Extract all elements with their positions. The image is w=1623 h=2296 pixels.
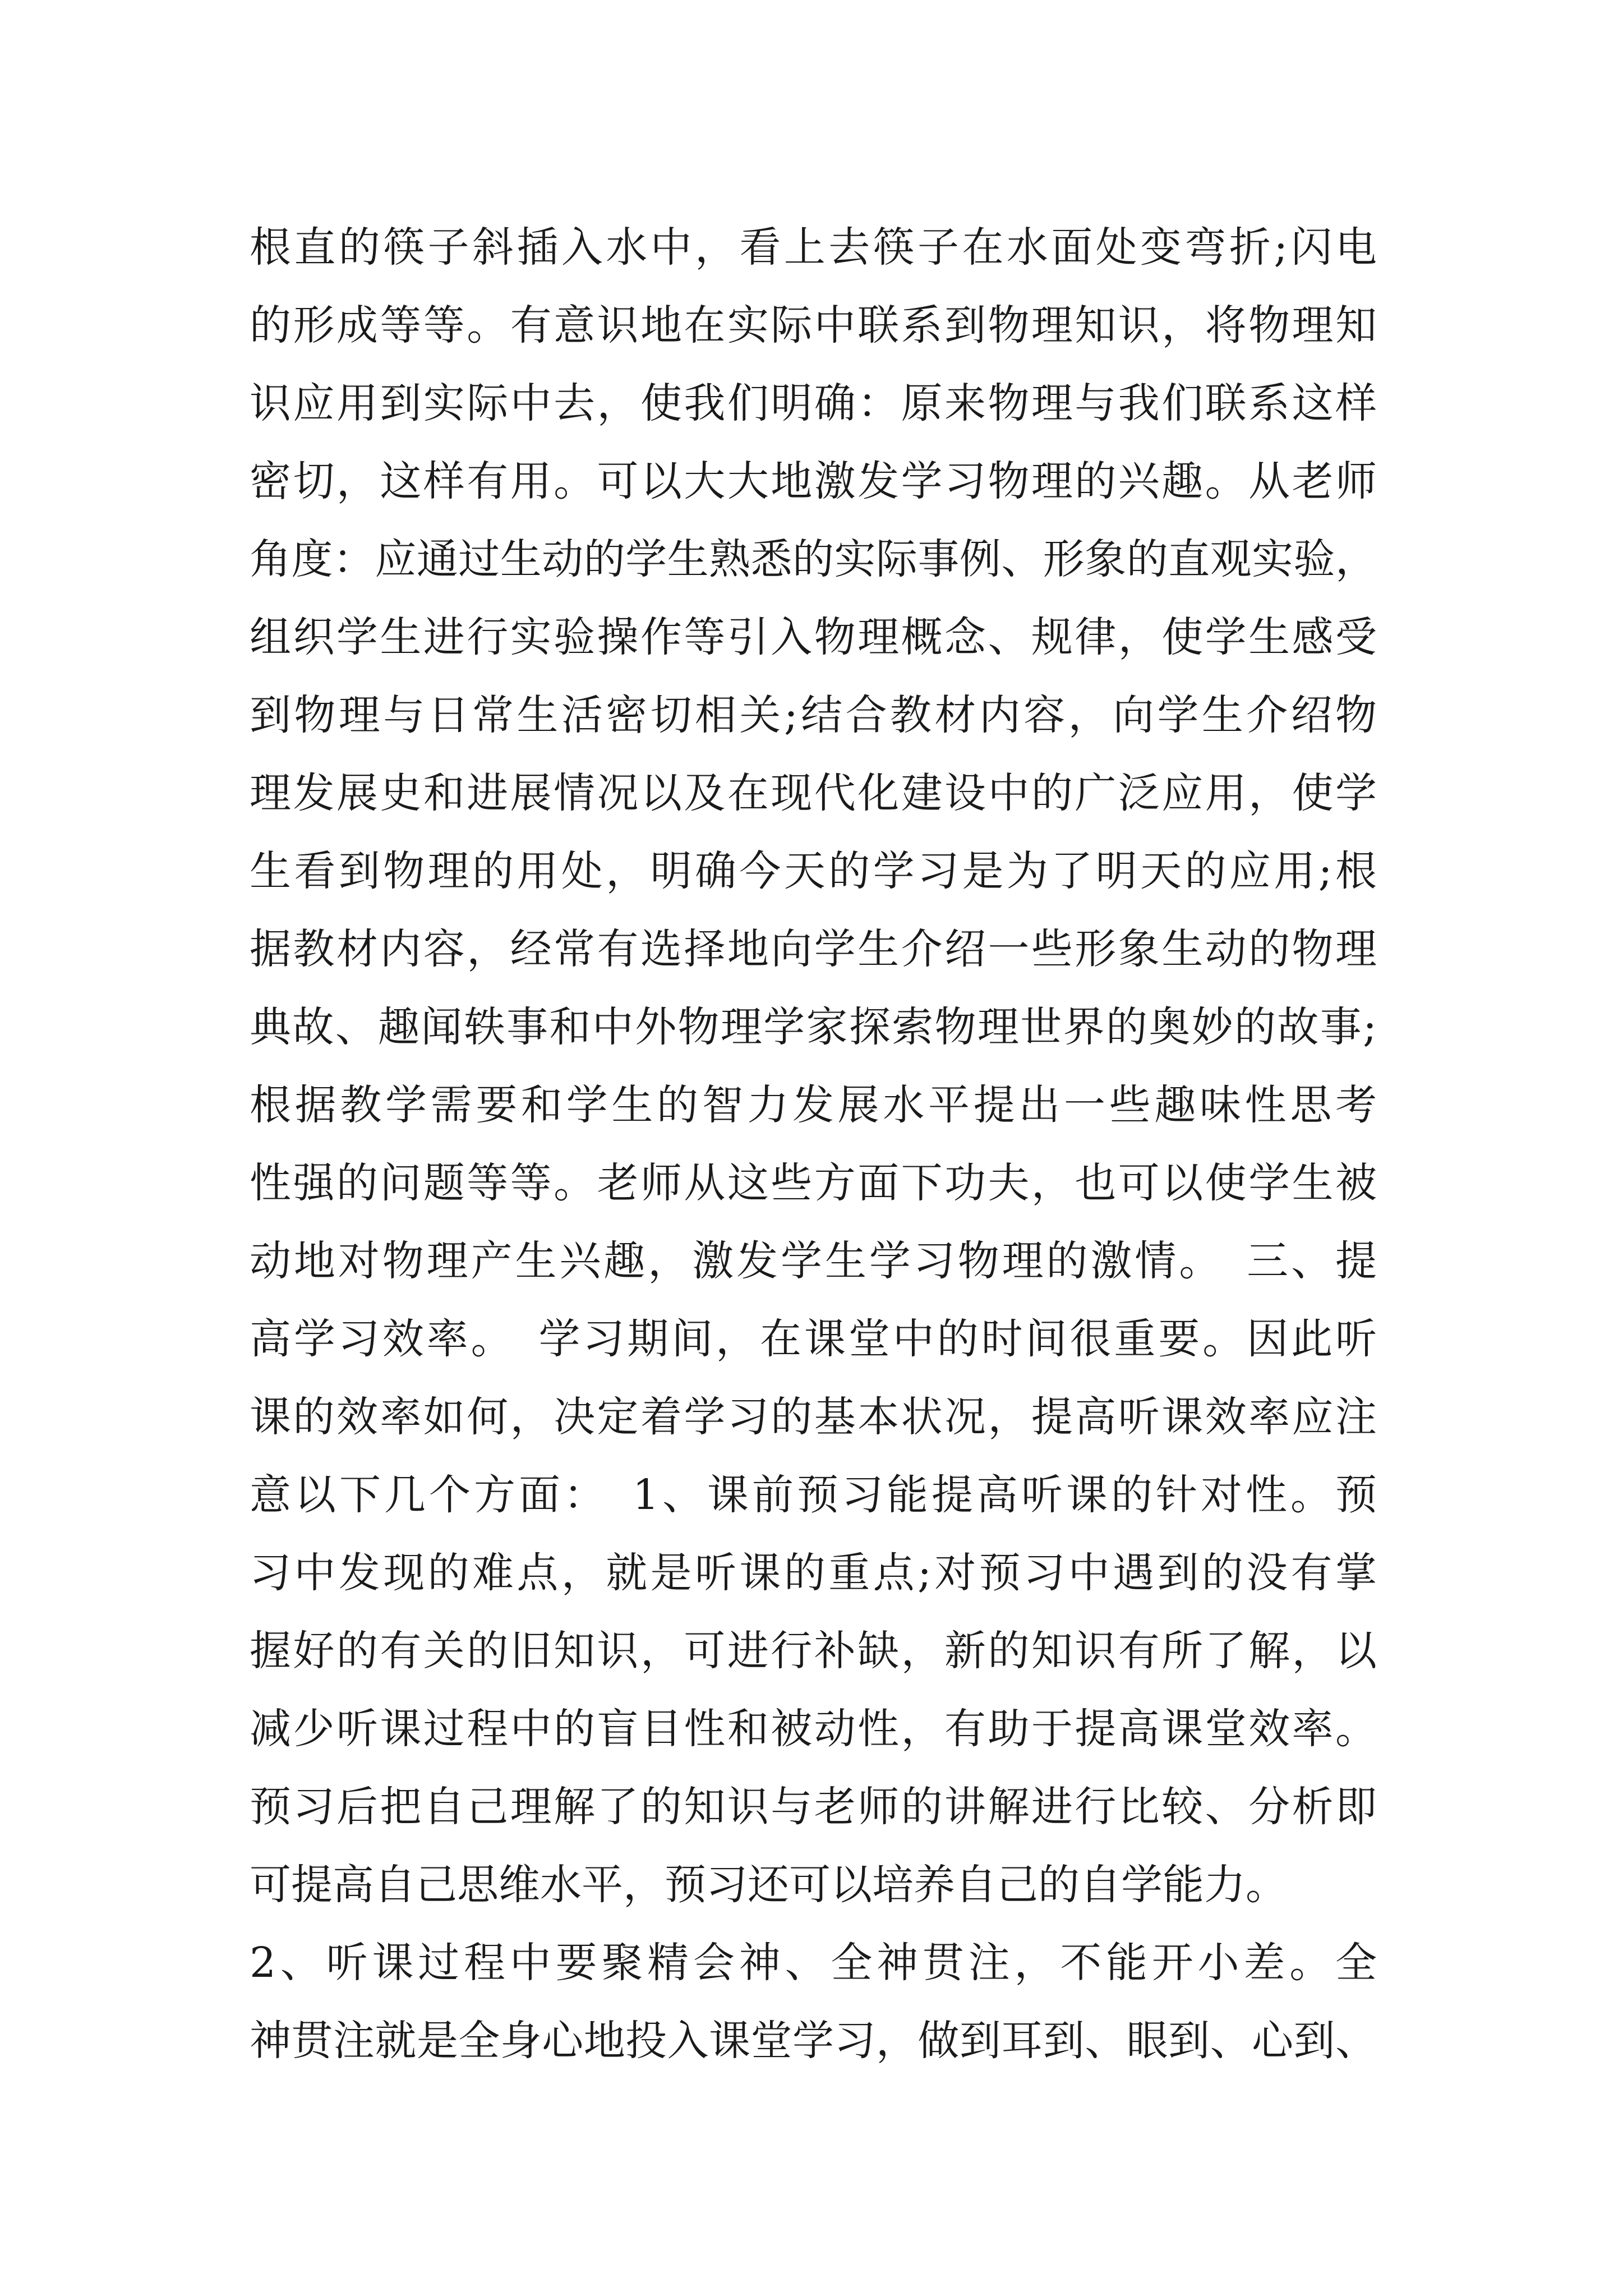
text-line: 根据教学需要和学生的智力发展水平提出一些趣味性思考 (250, 1081, 1377, 1129)
text-line: 角度：应通过生动的学生熟悉的实际事例、形象的直观实验， (250, 535, 1377, 583)
text-line: 密切，这样有用。可以大大地激发学习物理的兴趣。从老师 (250, 457, 1377, 505)
text-line: 课的效率如何，决定着学习的基本状况，提高听课效率应注 (250, 1393, 1377, 1441)
text-line: 据教材内容，经常有选择地向学生介绍一些形象生动的物理 (250, 925, 1377, 973)
text-line: 预习后把自己理解了的知识与老师的讲解进行比较、分析即 (250, 1783, 1377, 1831)
text-line: 性强的问题等等。老师从这些方面下功夫，也可以使学生被 (250, 1159, 1377, 1207)
text-line: 习中发现的难点，就是听课的重点;对预习中遇到的没有掌 (250, 1549, 1377, 1597)
text-line: 的形成等等。有意识地在实际中联系到物理知识，将物理知 (250, 301, 1377, 349)
text-line: 可提高自己思维水平，预习还可以培养自己的自学能力。 (250, 1861, 1287, 1909)
text-line: 生看到物理的用处，明确今天的学习是为了明天的应用;根 (250, 847, 1377, 895)
text-line: 到物理与日常生活密切相关;结合教材内容，向学生介绍物 (250, 691, 1377, 739)
text-line: 意以下几个方面： 1、课前预习能提高听课的针对性。预 (250, 1471, 1377, 1519)
body-text (250, 209, 1377, 2080)
text-line: 理发展史和进展情况以及在现代化建设中的广泛应用，使学 (250, 769, 1377, 817)
text-line: 组织学生进行实验操作等引入物理概念、规律，使学生感受 (250, 613, 1377, 661)
text-line: 高学习效率。 学习期间，在课堂中的时间很重要。因此听 (250, 1315, 1377, 1363)
text-line: 减少听课过程中的盲目性和被动性，有助于提高课堂效率。 (250, 1705, 1377, 1753)
text-line: 神贯注就是全身心地投入课堂学习，做到耳到、眼到、心到、 (250, 2017, 1377, 2065)
text-line: 典故、趣闻轶事和中外物理学家探索物理世界的奥妙的故事; (250, 1003, 1377, 1051)
text-line: 握好的有关的旧知识，可进行补缺，新的知识有所了解，以 (250, 1627, 1377, 1675)
text-line: 识应用到实际中去，使我们明确：原来物理与我们联系这样 (250, 379, 1377, 427)
text-line: 动地对物理产生兴趣，激发学生学习物理的激情。 三、提 (250, 1237, 1377, 1285)
text-line: 根直的筷子斜插入水中，看上去筷子在水面处变弯折;闪电 (250, 223, 1377, 272)
text-line: 2、听课过程中要聚精会神、全神贯注，不能开小差。全 (250, 1939, 1377, 1987)
